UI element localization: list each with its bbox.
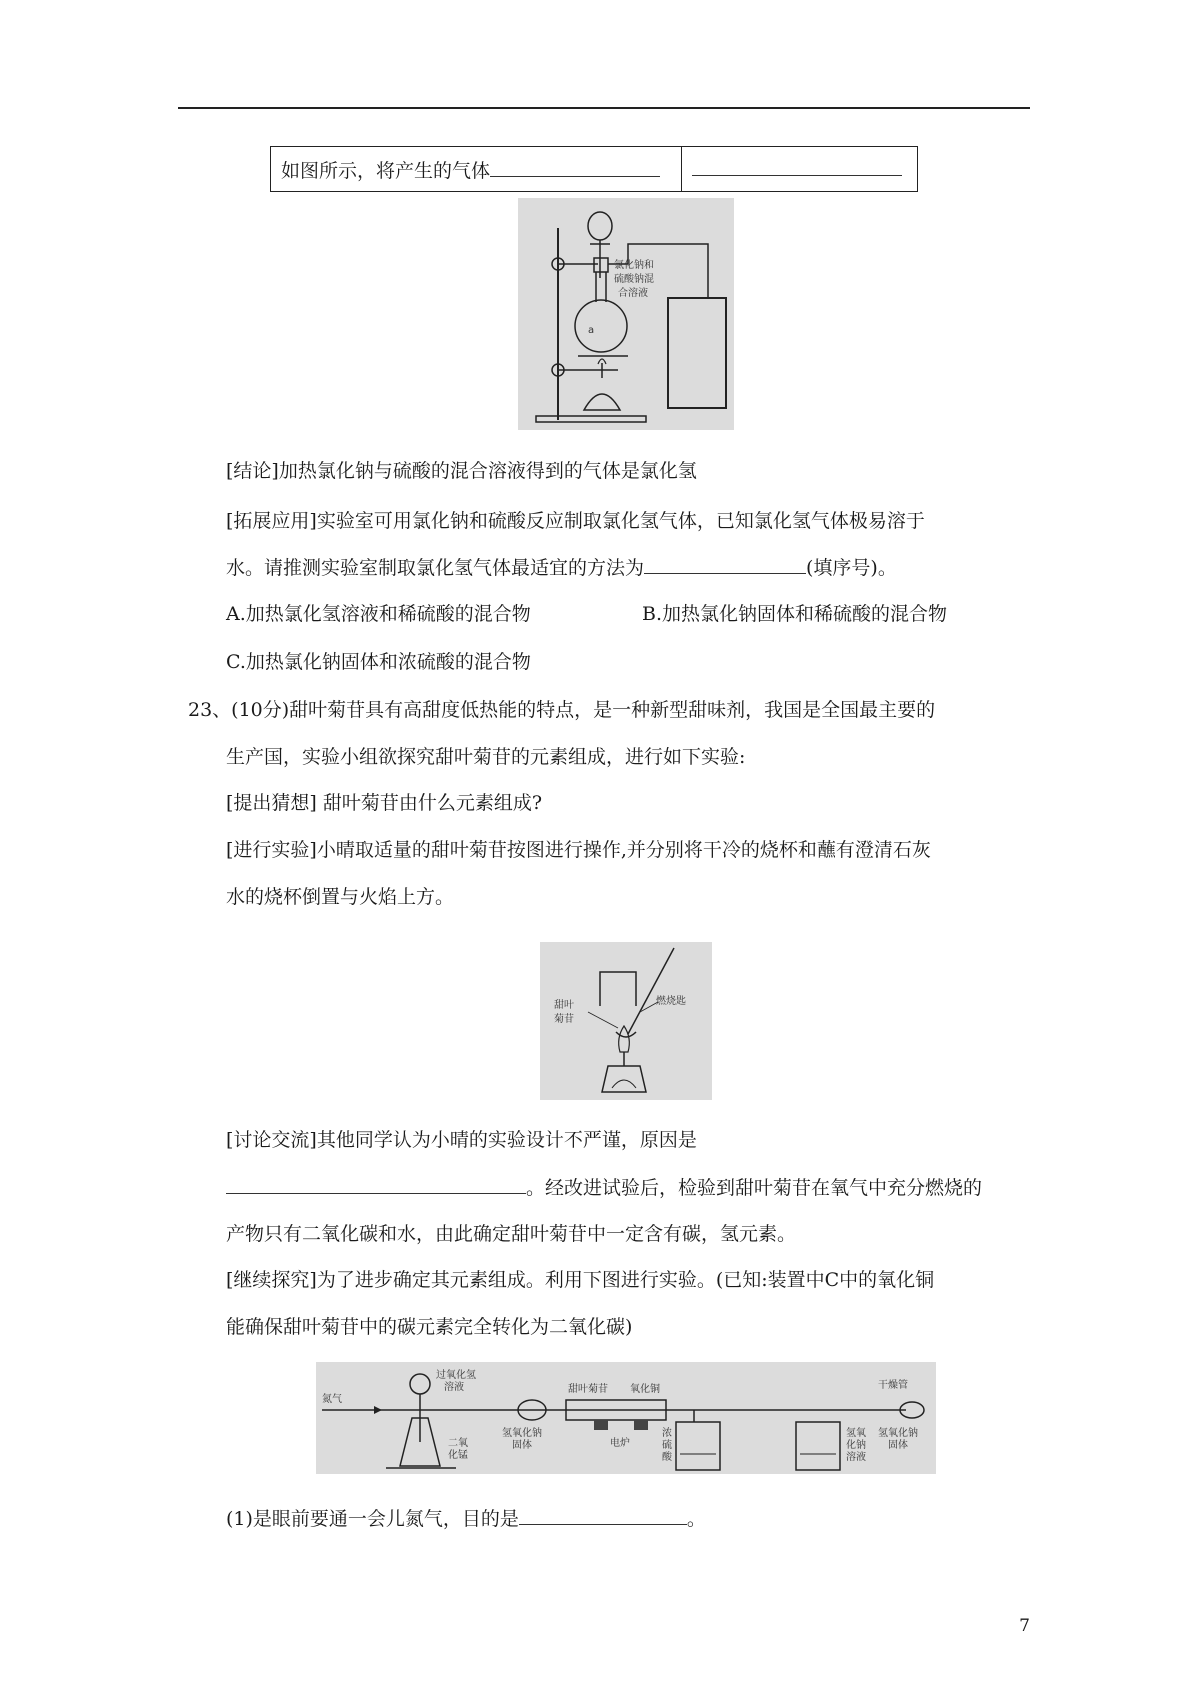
- extend-text-line2: [226, 555, 897, 580]
- conclusion-text: [结论]加热氯化钠与硫酸的混合溶液得到的气体是氯化氢: [226, 460, 697, 482]
- naoh-solid2-label-2: 固体: [888, 1440, 908, 1451]
- table-cell-left: [271, 147, 682, 192]
- solution-label-3: 合溶液: [618, 288, 648, 299]
- extend-text-part: (填序号)。: [806, 557, 897, 579]
- dry-tube-label: 干燥管: [878, 1380, 908, 1391]
- continue-line2: 能确保甜叶菊苷中的碳元素完全转化为二氧化碳): [226, 1316, 633, 1338]
- h2o2-label-1: 过氧化氢: [436, 1370, 476, 1381]
- solution-label-2: 硫酸钠混: [614, 274, 654, 285]
- answer-blank[interactable]: [519, 1506, 687, 1525]
- extend-text-part: 水。请推测实验室制取氯化氢气体最适宜的方法为: [226, 557, 645, 579]
- h2so4-label-2: 硫: [662, 1440, 672, 1451]
- h2so4-label-3: 酸: [662, 1452, 672, 1463]
- option-a: A.加热氯化氢溶液和稀硫酸的混合物: [226, 603, 531, 625]
- answer-blank[interactable]: [644, 555, 806, 574]
- table-cell-right: [682, 147, 918, 192]
- option-b: B.加热氯化钠固体和稀硫酸的混合物: [642, 603, 948, 625]
- subquestion-text-part: (1)是眼前要通一会儿氮气，目的是: [226, 1508, 519, 1530]
- option-c: C.加热氯化钠固体和浓硫酸的混合物: [226, 651, 531, 673]
- guess-text: [提出猜想] 甜叶菊苷由什么元素组成?: [226, 792, 543, 814]
- mno2-label-2: 化锰: [448, 1450, 468, 1461]
- naoh-sol-label-2: 化钠: [846, 1440, 866, 1451]
- analysis-train-drawing: [316, 1362, 936, 1474]
- cuo-label: 氧化铜: [630, 1384, 660, 1395]
- discussion-line2: [226, 1175, 982, 1200]
- extend-text-line1: [拓展应用]实验室可用氯化钠和硫酸反应制取氯化氢气体，已知氯化氢气体极易溶于: [226, 510, 925, 532]
- question-23-line1: 23、(10分)甜叶菊苷具有高甜度低热能的特点，是一种新型甜味剂，我国是全国最主要的: [188, 699, 936, 721]
- continue-line1: [继续探究]为了进步确定其元素组成。利用下图进行实验。(已知:装置中C中的氧化铜: [226, 1269, 935, 1291]
- answer-blank[interactable]: [490, 158, 660, 177]
- figure-analysis-train: [316, 1362, 936, 1474]
- discussion-text-part: 。经改进试验后，检验到甜叶菊苷在氧气中充分燃烧的: [526, 1177, 983, 1199]
- subquestion-1: [226, 1506, 706, 1531]
- page-number: 7: [1019, 1616, 1030, 1636]
- naoh-solid-label-1: 氢氧化钠: [502, 1428, 542, 1439]
- n2-label: 氮气: [322, 1394, 342, 1405]
- header-rule: [178, 107, 1030, 109]
- flask-label-a: a: [588, 325, 595, 336]
- spoon-label: 燃烧匙: [656, 996, 686, 1007]
- naoh-sol-label-1: 氢氧: [846, 1428, 866, 1439]
- experiment-line2: 水的烧杯倒置与火焰上方。: [226, 886, 455, 908]
- discussion-line3: 产物只有二氧化碳和水，由此确定甜叶菊苷中一定含有碳，氢元素。: [226, 1223, 797, 1245]
- naoh-solid-label-2: 固体: [512, 1440, 532, 1451]
- naoh-sol-label-3: 溶液: [846, 1452, 866, 1463]
- answer-table: [270, 146, 918, 192]
- stevia-label-1: 甜叶: [554, 1000, 574, 1011]
- h2o2-label-2: 溶液: [444, 1382, 464, 1393]
- apparatus-drawing: [518, 198, 734, 430]
- naoh-solid2-label-1: 氢氧化钠: [878, 1428, 918, 1439]
- figure-hcl-apparatus: [518, 198, 734, 430]
- figure-burning: [540, 942, 712, 1100]
- stevia-tube-label: 甜叶菊苷: [568, 1384, 608, 1395]
- stevia-label-2: 菊苷: [554, 1014, 574, 1025]
- experiment-line1: [进行实验]小晴取适量的甜叶菊苷按图进行操作,并分别将干冷的烧杯和蘸有澄清石灰: [226, 839, 931, 861]
- mno2-label-1: 二氧: [448, 1438, 468, 1449]
- h2so4-label-1: 浓: [662, 1428, 672, 1439]
- answer-blank[interactable]: [226, 1175, 526, 1194]
- furnace-label: 电炉: [610, 1438, 630, 1449]
- burning-drawing: [540, 942, 712, 1100]
- answer-blank[interactable]: [692, 157, 902, 176]
- table-cell-text: 如图所示，将产生的气体: [281, 159, 491, 182]
- solution-label-1: 氯化钠和: [614, 260, 654, 271]
- discussion-line1: [讨论交流]其他同学认为小晴的实验设计不严谨，原因是: [226, 1129, 697, 1151]
- subquestion-text-part: 。: [686, 1508, 706, 1530]
- question-23-line2: 生产国，实验小组欲探究甜叶菊苷的元素组成，进行如下实验:: [226, 746, 746, 768]
- table-row: [271, 147, 918, 192]
